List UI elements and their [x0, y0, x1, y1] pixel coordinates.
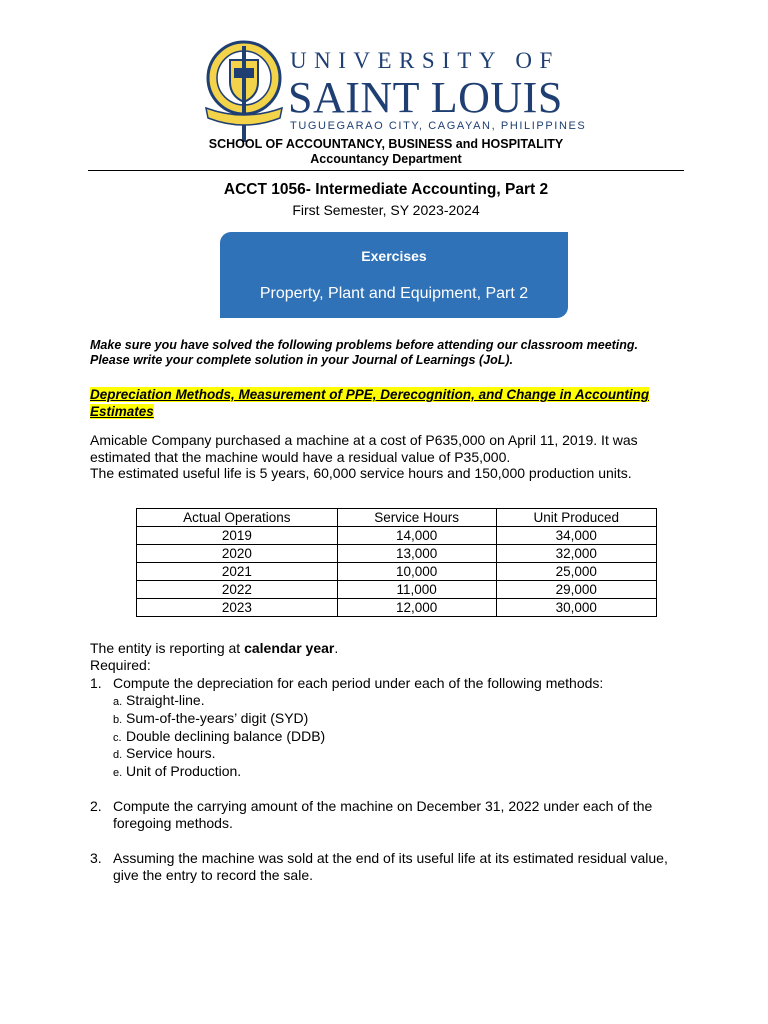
problem-line: estimated that the machine would have a residual value of P35,000. — [90, 448, 511, 465]
method-text: Unit of Production. — [126, 763, 242, 779]
table-cell: 2022 — [137, 581, 338, 599]
school-header — [0, 137, 768, 167]
method-item — [113, 692, 205, 711]
reporting-period — [90, 640, 338, 656]
banner-title: Property, Plant and Equipment, Part 2 — [259, 285, 529, 302]
column-header: Unit Produced — [496, 509, 656, 527]
table-cell: 34,000 — [496, 527, 656, 545]
problem-statement — [90, 432, 690, 482]
method-letter: d. — [113, 749, 123, 761]
topic-heading — [90, 386, 690, 420]
reporting-emphasis: calendar year — [244, 640, 335, 656]
instruction-line: Make sure you have solved the following problems before attending our classroom meeting. — [90, 338, 639, 352]
required-label: Required: — [90, 657, 151, 673]
method-item — [113, 710, 308, 729]
problem-line: Amicable Company purchased a machine at a cost of P635,000 on April 11, 2019. It was — [90, 432, 638, 448]
course-title: ACCT 1056- Intermediate Accounting, Part 2 — [223, 181, 549, 198]
semester-label: First Semester, SY 2023-2024 — [292, 202, 480, 218]
question-text: Assuming the machine was sold at the end of its useful life at its estimated residual value, give the entry to record the sale. — [113, 850, 668, 883]
header-divider — [88, 170, 684, 171]
method-letter: b. — [113, 714, 123, 726]
table-cell: 11,000 — [337, 581, 496, 599]
exercise-banner — [220, 232, 568, 318]
table-cell: 32,000 — [496, 545, 656, 563]
reporting-suffix: . — [334, 640, 339, 656]
question-text: Compute the depreciation for each period under each of the following methods: — [113, 675, 604, 691]
university-name-line1: UNIVERSITY OF — [290, 48, 560, 73]
table-row — [137, 599, 657, 617]
table-cell: 29,000 — [496, 581, 656, 599]
method-item — [113, 745, 215, 764]
table-row — [137, 563, 657, 581]
table-cell: 14,000 — [337, 527, 496, 545]
table-cell: 30,000 — [496, 599, 656, 617]
instruction-line: Please write your complete solution in your Journal of Learnings (JoL). — [90, 353, 513, 367]
method-item — [113, 763, 241, 782]
question-number: 2. — [90, 798, 102, 814]
table-cell: 2020 — [137, 545, 338, 563]
school-name: SCHOOL OF ACCOUNTANCY, BUSINESS and HOSPITALITY — [208, 137, 564, 151]
topic-text: Depreciation Methods, Measurement of PPE, Derecognition, and Change in Accounting Estimates — [90, 387, 650, 419]
university-name-line2: SAINT LOUIS — [288, 73, 563, 122]
table-header-row — [137, 509, 657, 527]
method-text: Service hours. — [126, 745, 216, 761]
method-letter: e. — [113, 767, 123, 779]
method-text: Sum-of-the-years’ digit (SYD) — [126, 710, 309, 726]
instructions — [90, 338, 690, 368]
table-cell: 2023 — [137, 599, 338, 617]
table-cell: 10,000 — [337, 563, 496, 581]
university-location: TUGUEGARAO CITY, CAGAYAN, PHILIPPINES — [290, 120, 587, 132]
table-cell: 2021 — [137, 563, 338, 581]
question-number: 1. — [90, 675, 102, 691]
university-seal-logo — [200, 38, 288, 146]
column-header: Actual Operations — [137, 509, 338, 527]
table-cell: 25,000 — [496, 563, 656, 581]
question-text: Compute the carrying amount of the machine on December 31, 2022 under each of the foregoing methods. — [113, 798, 653, 831]
table-row — [137, 527, 657, 545]
table-row — [137, 581, 657, 599]
problem-line: The estimated useful life is 5 years, 60,000 service hours and 150,000 production units. — [90, 465, 632, 481]
table-cell: 12,000 — [337, 599, 496, 617]
reporting-prefix: The entity is reporting at — [90, 640, 245, 656]
column-header: Service Hours — [337, 509, 496, 527]
table-row — [137, 545, 657, 563]
operations-table — [136, 508, 657, 617]
method-text: Straight-line. — [126, 692, 205, 708]
method-letter: a. — [113, 696, 123, 708]
banner-label: Exercises — [361, 248, 427, 264]
department-name: Accountancy Department — [310, 152, 462, 166]
method-letter: c. — [113, 732, 122, 744]
method-text: Double declining balance (DDB) — [126, 728, 326, 744]
table-cell: 2019 — [137, 527, 338, 545]
table-cell: 13,000 — [337, 545, 496, 563]
question-number: 3. — [90, 850, 102, 866]
